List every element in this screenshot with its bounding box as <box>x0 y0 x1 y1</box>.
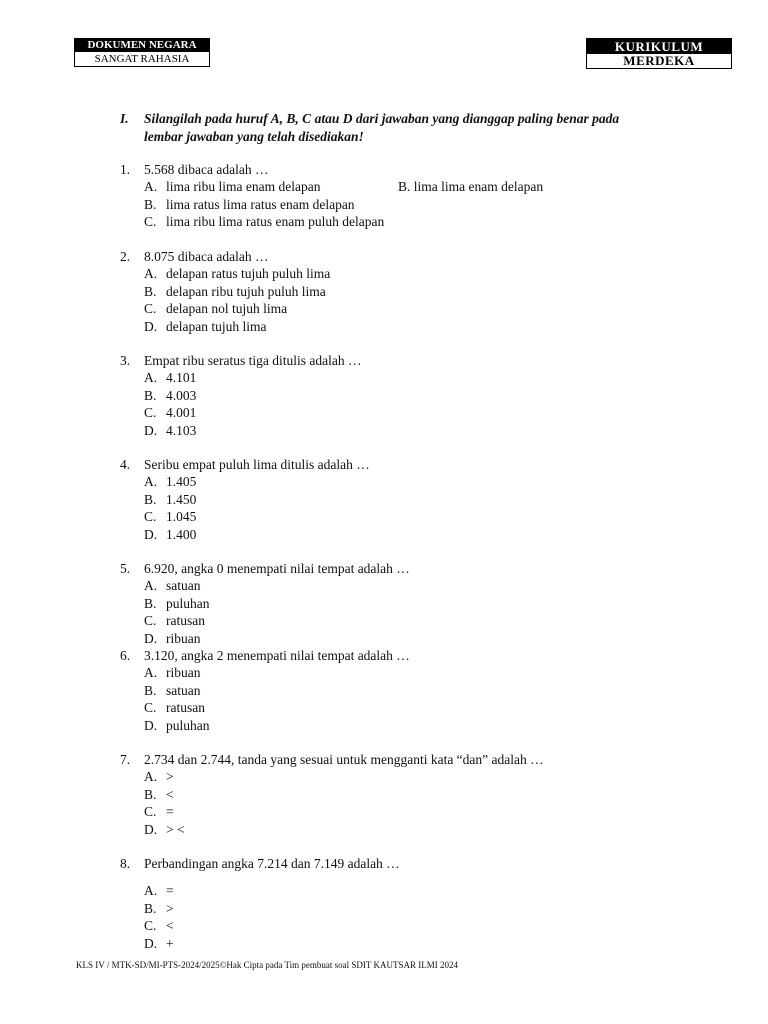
option-d <box>144 935 720 952</box>
option-text: > < <box>166 821 185 837</box>
option-letter: A. <box>144 179 158 195</box>
option-b <box>144 786 720 803</box>
option-text: 4.001 <box>166 405 197 421</box>
option-text: = <box>166 804 174 820</box>
option-text: 1.450 <box>166 491 197 507</box>
option-letter: A. <box>144 266 158 282</box>
option-letter: B. <box>144 283 157 299</box>
option-text: 4.103 <box>166 422 197 438</box>
option-letter: B. <box>144 491 157 507</box>
merdeka-label: MERDEKA <box>587 54 731 68</box>
option-a <box>144 577 720 594</box>
option-letter: C. <box>144 301 157 317</box>
option-text: ribuan <box>166 630 201 646</box>
option-letter: B. <box>144 786 157 802</box>
option-d <box>144 318 720 335</box>
question-number: 6. <box>120 648 131 663</box>
option-letter: C. <box>144 804 157 820</box>
instruction <box>120 110 720 146</box>
question-stem: 5.568 dibaca adalah … <box>144 162 269 177</box>
question-3 <box>120 352 720 439</box>
kurikulum-box <box>586 38 732 69</box>
option-text: ratusan <box>166 700 205 716</box>
option-letter: A. <box>144 370 158 386</box>
option-letter: C. <box>144 214 157 230</box>
option-b <box>144 595 720 612</box>
question-number: 1. <box>120 162 131 177</box>
option-text: ribuan <box>166 665 201 681</box>
option-text: 4.003 <box>166 387 197 403</box>
option-letter: D. <box>144 630 158 646</box>
option-c <box>144 213 720 230</box>
option-a <box>144 768 720 785</box>
option-letter: C. <box>144 405 157 421</box>
option-letter: D. <box>144 526 158 542</box>
option-a <box>144 369 720 386</box>
option-text: 1.405 <box>166 474 197 490</box>
option-letter: B. <box>144 196 157 212</box>
option-text: delapan tujuh lima <box>166 318 267 334</box>
question-number: 8. <box>120 856 131 871</box>
option-letter: C. <box>144 613 157 629</box>
option-letter: D. <box>144 935 158 951</box>
option-text: < <box>166 918 174 934</box>
question-stem: 8.075 dibaca adalah … <box>144 249 269 264</box>
option-text: 4.101 <box>166 370 197 386</box>
option-b <box>144 196 720 213</box>
option-text: delapan ribu tujuh puluh lima <box>166 283 326 299</box>
option-c <box>144 917 720 934</box>
option-text: = <box>166 883 174 899</box>
option-letter: B. <box>144 595 157 611</box>
instruction-line-1: Silangilah pada huruf A, B, C atau D dari jawaban yang dianggap paling benar pada <box>144 111 620 126</box>
option-b <box>144 283 720 300</box>
question-7 <box>120 751 720 838</box>
option-text: < <box>166 786 174 802</box>
question-number: 7. <box>120 752 131 767</box>
option-d <box>144 821 720 838</box>
option-a <box>144 178 720 195</box>
option-letter: C. <box>144 509 157 525</box>
option-letter: C. <box>144 700 157 716</box>
option-text: ratusan <box>166 613 205 629</box>
option-letter: A. <box>144 578 158 594</box>
question-number: 3. <box>120 353 131 368</box>
option-c <box>144 699 720 716</box>
instruction-line-2: lembar jawaban yang telah disediakan! <box>144 129 364 144</box>
option-letter: A. <box>144 769 158 785</box>
dokumen-negara-label: DOKUMEN NEGARA <box>75 39 209 52</box>
option-text: > <box>166 900 174 916</box>
question-stem: Perbandingan angka 7.214 dan 7.149 adalah … <box>144 856 400 871</box>
question-4 <box>120 456 720 543</box>
option-c <box>144 612 720 629</box>
page-footer: KLS IV / MTK-SD/MI-PTS-2024/2025©Hak Cipta pada Tim pembuat soal SDIT KAUTSAR ILMI 2024 <box>76 960 459 970</box>
option-c <box>144 508 720 525</box>
option-letter: C. <box>144 918 157 934</box>
option-letter: B. <box>144 900 157 916</box>
option-b <box>144 682 720 699</box>
question-6 <box>120 647 720 734</box>
option-b <box>144 491 720 508</box>
question-5 <box>120 560 720 647</box>
question-1 <box>120 161 720 231</box>
kurikulum-label: KURIKULUM <box>587 39 731 54</box>
option-text: lima ribu lima enam delapan <box>166 179 321 195</box>
option-letter: A. <box>144 883 158 899</box>
option-d <box>144 526 720 543</box>
option-text: + <box>166 935 174 951</box>
option-text: puluhan <box>166 595 210 611</box>
option-b <box>144 900 720 917</box>
option-b <box>144 387 720 404</box>
option-a <box>144 664 720 681</box>
option-letter: A. <box>144 665 158 681</box>
option-d <box>144 630 720 647</box>
option-c <box>144 404 720 421</box>
dokumen-negara-box <box>74 38 210 67</box>
option-a <box>144 473 720 490</box>
option-text: satuan <box>166 578 201 594</box>
option-letter: A. <box>144 474 158 490</box>
section-number: I. <box>120 111 129 126</box>
option-letter: B. <box>144 387 157 403</box>
question-number: 2. <box>120 249 131 264</box>
question-8 <box>120 855 720 952</box>
option-a <box>144 265 720 282</box>
option-text: lima ribu lima ratus enam puluh delapan <box>166 214 385 230</box>
option-letter: D. <box>144 821 158 837</box>
option-text: > <box>166 769 174 785</box>
question-number: 4. <box>120 457 131 472</box>
question-2 <box>120 248 720 335</box>
question-stem: Seribu empat puluh lima ditulis adalah … <box>144 457 370 472</box>
option-text: delapan ratus tujuh puluh lima <box>166 266 331 282</box>
question-stem: 3.120, angka 2 menempati nilai tempat adalah … <box>144 648 410 663</box>
sangat-rahasia-label: SANGAT RAHASIA <box>75 52 209 66</box>
option-letter: D. <box>144 422 158 438</box>
option-text: delapan nol tujuh lima <box>166 301 288 317</box>
question-stem: Empat ribu seratus tiga ditulis adalah … <box>144 353 362 368</box>
option-letter: B. <box>144 682 157 698</box>
option-text: satuan <box>166 682 201 698</box>
option-letter: D. <box>144 717 158 733</box>
option-b-inline: B. lima lima enam delapan <box>398 179 544 195</box>
option-text: puluhan <box>166 717 210 733</box>
option-a <box>144 882 720 899</box>
option-text: lima ratus lima ratus enam delapan <box>166 196 355 212</box>
option-c <box>144 300 720 317</box>
option-d <box>144 422 720 439</box>
option-text: 1.400 <box>166 526 197 542</box>
question-number: 5. <box>120 561 131 576</box>
question-stem: 6.920, angka 0 menempati nilai tempat adalah … <box>144 561 410 576</box>
option-c <box>144 803 720 820</box>
option-text: 1.045 <box>166 509 197 525</box>
question-stem: 2.734 dan 2.744, tanda yang sesuai untuk mengganti kata “dan” adalah … <box>144 752 544 767</box>
option-d <box>144 717 720 734</box>
option-letter: D. <box>144 318 158 334</box>
